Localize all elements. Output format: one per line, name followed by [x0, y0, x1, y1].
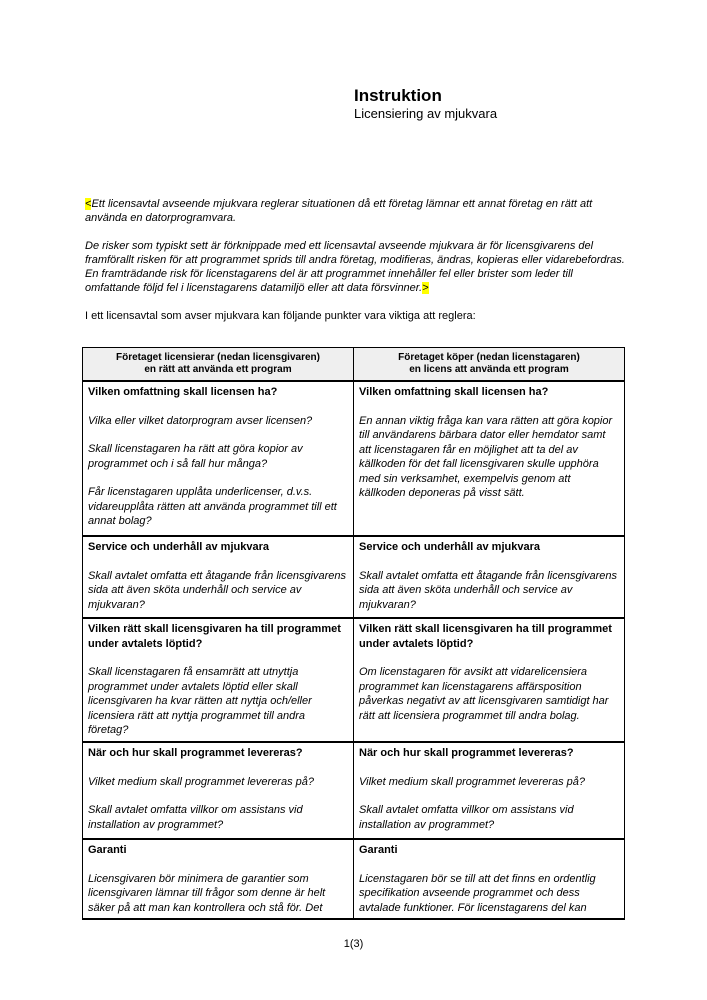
highlight-open-mark: < — [85, 198, 92, 210]
cell-heading: När och hur skall programmet levereras? — [359, 747, 574, 759]
cell-paragraph: Licenstagaren bör se till att det finns en ordentlig specifikation avseende programmet och dess avtalade funktioner. För licenstagarens del kan — [359, 872, 596, 914]
cell-licensee-scope — [354, 381, 625, 536]
header-licensee — [354, 348, 625, 382]
cell-licensor-warranty — [83, 839, 354, 919]
table-row — [83, 536, 625, 618]
table-row — [83, 618, 625, 742]
table-row — [83, 381, 625, 536]
cell-licensee-rights — [354, 618, 625, 742]
cell-heading: Service och underhåll av mjukvara — [88, 541, 269, 553]
cell-paragraph: Licensgivaren bör minimera de garantier som licensgivaren lämnar till frågor som denne är helt säker på att man kan kontrollera och stå för. Det — [88, 872, 326, 914]
page-number: 1(3) — [343, 938, 364, 950]
intro-paragraph-1-text: Ett licensavtal avseende mjukvara reglerar situationen då ett företag lämnar ett annat företag en rätt att använda en datorprogramvara. — [85, 198, 593, 224]
cell-paragraph: Vilka eller vilket datorprogram avser licensen? — [88, 414, 313, 427]
cell-licensor-scope — [83, 381, 354, 536]
header-licensor — [83, 348, 354, 382]
cell-paragraph: Vilket medium skall programmet levereras på? — [359, 775, 585, 788]
cell-heading: Service och underhåll av mjukvara — [359, 541, 540, 553]
cell-paragraph: Skall licenstagaren få ensamrätt att utnyttja programmet under avtalets löptid eller skall licensgivaren ha kvar rätten att nyttja och/eller licensiera rätt att nyttja programmet till andra företag? — [88, 666, 312, 736]
table-row — [83, 839, 625, 919]
cell-paragraph: Skall avtalet omfatta ett åtagande från licensgivarens sida att även sköta underhåll och service av mjukvaran? — [359, 569, 618, 611]
cell-licensor-delivery — [83, 742, 354, 839]
cell-licensor-service — [83, 536, 354, 618]
cell-paragraph: Skall avtalet omfatta ett åtagande från licensgivarens sida att även sköta underhåll och service av mjukvaran? — [88, 569, 347, 611]
cell-heading: Garanti — [88, 844, 127, 856]
cell-paragraph: Skall licenstagaren ha rätt att göra kopior av programmet och i så fall hur många? — [88, 443, 303, 470]
cell-paragraph: Skall avtalet omfatta villkor om assistans vid installation av programmet? — [88, 804, 303, 831]
header-licensee-line2: en licens att använda ett program — [409, 364, 569, 375]
intro-section — [85, 197, 625, 323]
cell-heading: När och hur skall programmet levereras? — [88, 747, 303, 759]
cell-licensee-warranty — [354, 839, 625, 919]
lead-sentence: I ett licensavtal som avser mjukvara kan följande punkter vara viktiga att reglera: — [85, 310, 476, 322]
highlight-close-mark: > — [422, 282, 429, 294]
page-title: Instruktion — [354, 86, 442, 105]
title-block — [354, 86, 497, 122]
intro-paragraph-1 — [85, 197, 625, 225]
cell-heading: Vilken rätt skall licensgivaren ha till programmet under avtalets löptid? — [359, 623, 612, 650]
table-header-row — [83, 348, 625, 382]
header-licensee-line1: Företaget köper (nedan licenstagaren) — [398, 352, 580, 363]
cell-heading: Vilken omfattning skall licensen ha? — [88, 386, 278, 398]
page-subtitle: Licensiering av mjukvara — [354, 106, 498, 121]
cell-heading: Garanti — [359, 844, 398, 856]
intro-paragraph-2-text: De risker som typiskt sett är förknippade med ett licensavtal avseende mjukvara är för licensgivarens del framförallt risken för att programmet sprids till andra företag, modifieras, ändras, kopieras eller vidarebefordras. En framträdande risk för licenstagarens del är att programmet innehåller fel eller brister som leder till omfattande följd fel i licenstagarens datamiljö eller att data försvinner. — [85, 240, 625, 294]
cell-paragraph: Skall avtalet omfatta villkor om assistans vid installation av programmet? — [359, 804, 574, 831]
license-comparison-table — [82, 347, 625, 920]
header-licensor-line1: Företaget licensierar (nedan licensgivaren) — [116, 352, 320, 363]
cell-heading: Vilken rätt skall licensgivaren ha till programmet under avtalets löptid? — [88, 623, 341, 650]
cell-licensee-delivery — [354, 742, 625, 839]
cell-licensor-rights — [83, 618, 354, 742]
cell-licensee-service — [354, 536, 625, 618]
cell-heading: Vilken omfattning skall licensen ha? — [359, 386, 549, 398]
cell-paragraph: En annan viktig fråga kan vara rätten att göra kopior till användarens bärbara dator eller hemdator samt att licenstagaren får en möjlighet att ta del av källkoden för det fall licensgivaren skulle upphöra med sin verksamhet, exempelvis genom att källkoden deponeras på visst sätt. — [359, 414, 613, 499]
cell-paragraph: Får licenstagaren upplåta underlicenser, d.v.s. vidareupplåta rätten att använda programmet till ett annat bolag? — [88, 486, 337, 527]
header-licensor-line2: en rätt att använda ett program — [144, 364, 292, 375]
intro-paragraph-2 — [85, 239, 625, 295]
cell-paragraph: Om licenstagaren för avsikt att vidarelicensiera programmet kan licenstagarens affärsposition påverkas negativt av att licensgivaren samtidigt har rätt att licensiera programmet till andra bolag. — [359, 666, 609, 722]
cell-paragraph: Vilket medium skall programmet levereras på? — [88, 775, 314, 788]
table-row — [83, 742, 625, 839]
